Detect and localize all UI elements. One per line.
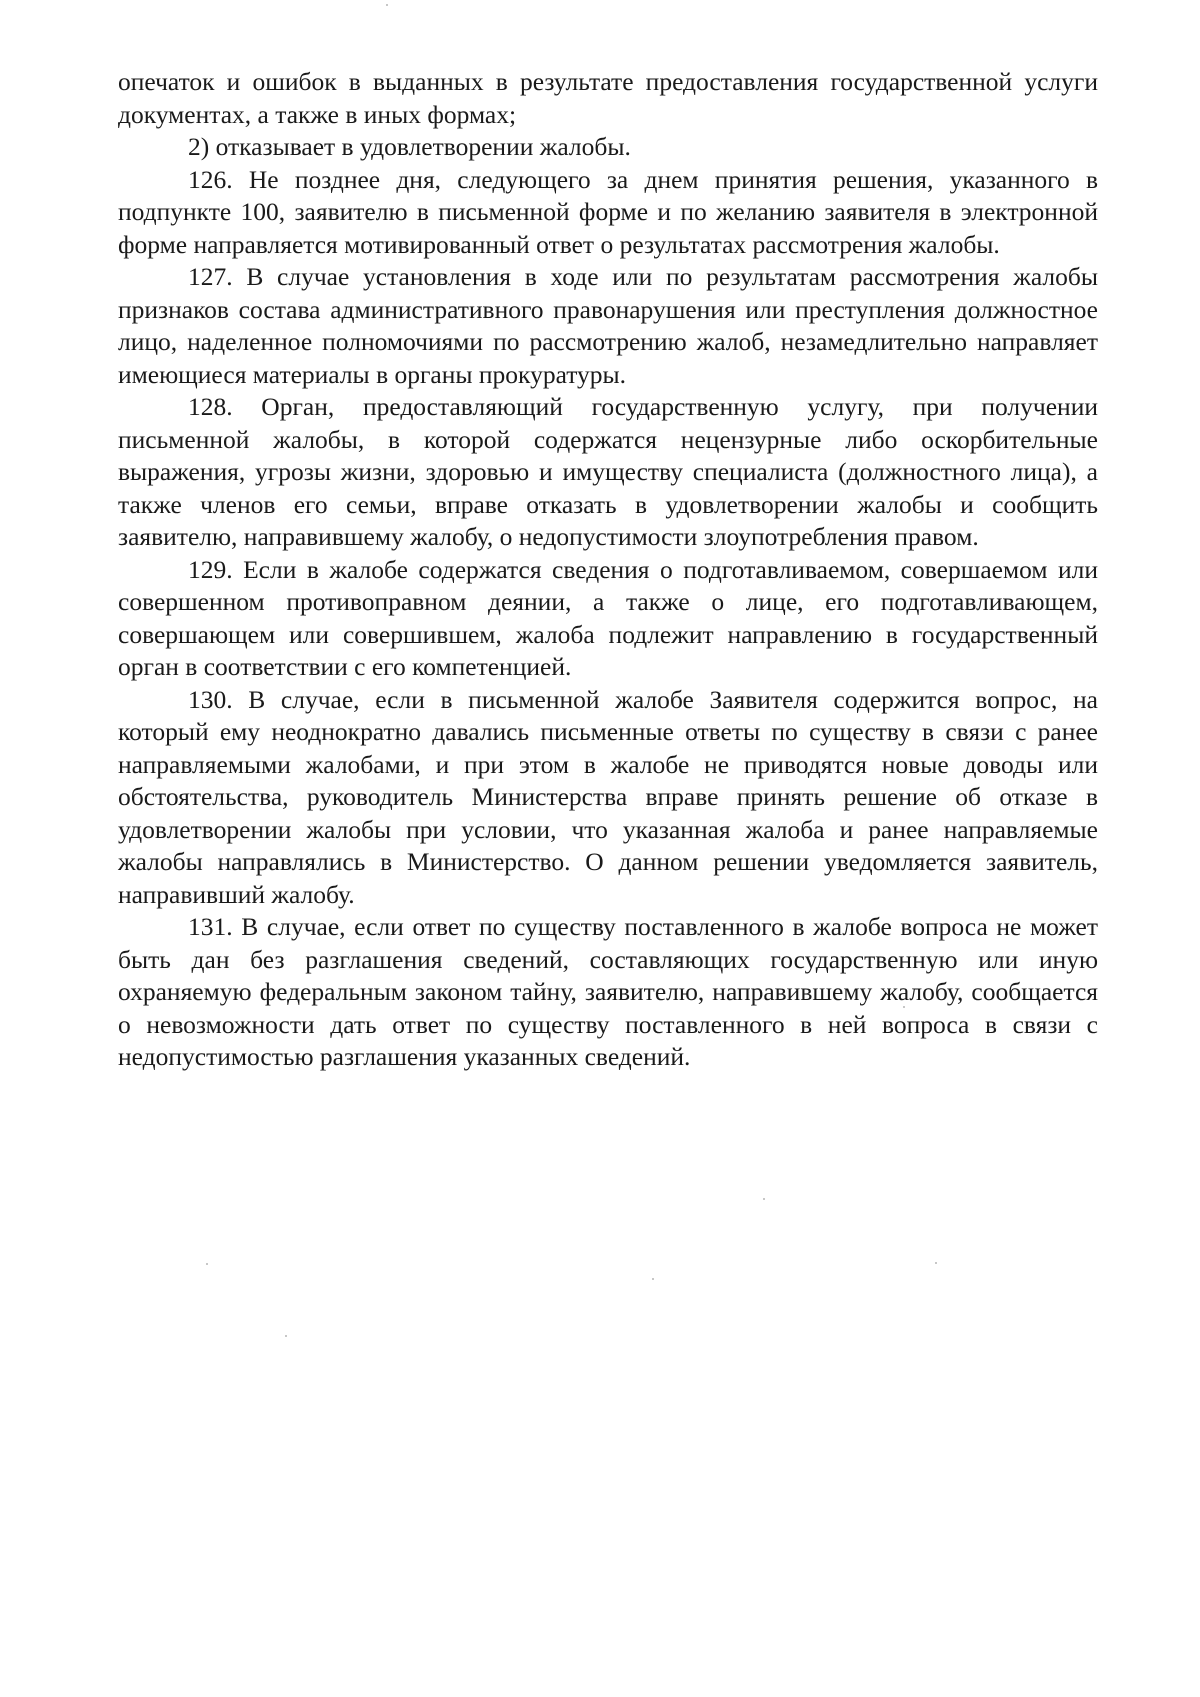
scan-speck [285, 1335, 287, 1337]
paragraph-126: 126. Не позднее дня, следующего за днем принятия решения, указанного в подпункте 100, заявителю в письменной форме и по желанию заявителя в электронной форме направляется мотивированный ответ о результатах рассмотрения жалобы. [118, 164, 1098, 259]
scan-speck [386, 4, 388, 6]
paragraph-127: 127. В случае установления в ходе или по результатам рассмотрения жалобы признаков состава административного правонарушения или преступления должностное лицо, наделенное полномочиями по рассмотрению жалоб, незамедлительно направляет имеющиеся материалы в органы прокуратуры. [118, 262, 1098, 389]
scan-speck [903, 1006, 905, 1008]
paragraph-subitem-2: 2) отказывает в удовлетворении жалобы. [188, 132, 631, 161]
scan-speck [206, 1263, 208, 1265]
document-body [118, 66, 1098, 1074]
scan-speck [652, 1278, 654, 1280]
paragraph-128: 128. Орган, предоставляющий государственную услугу, при получении письменной жалобы, в которой содержатся нецензурные либо оскорбительные выражения, угрозы жизни, здоровью и имуществу специалиста (должностного лица), а также членов его семьи, вправе отказать в удовлетворении жалобы и сообщить заявителю, направившему жалобу, о недопустимости злоупотребления правом. [118, 392, 1098, 551]
paragraph-continuation: опечаток и ошибок в выданных в результате предоставления государственной услуги документах, а также в иных формах; [118, 67, 1098, 129]
scan-speck [763, 1198, 765, 1200]
paragraph-130: 130. В случае, если в письменной жалобе Заявителя содержится вопрос, на который ему неоднократно давались письменные ответы по существу в связи с ранее направляемыми жалобами, и при этом в жалобе не приводятся новые доводы или обстоятельства, руководитель Министерства вправе принять решение об отказе в удовлетворении жалобы при условии, что указанная жалоба и ранее направляемые жалобы направлялись в Министерство. О данном решении уведомляется заявитель, направивший жалобу. [118, 684, 1098, 909]
paragraph-129: 129. Если в жалобе содержатся сведения о подготавливаемом, совершаемом или совершенном противоправном деянии, а также о лице, его подготавливающем, совершающем или совершившем, жалоба подлежит направлению в государственный орган в соответствии с его компетенцией. [118, 554, 1098, 681]
scan-speck [935, 1262, 937, 1264]
paragraph-131: 131. В случае, если ответ по существу поставленного в жалобе вопроса не может быть дан без разглашения сведений, составляющих государственную или иную охраняемую федеральным законом тайну, заявителю, направившему жалобу, сообщается о невозможности дать ответ по существу поставленного в ней вопроса в связи с недопустимостью разглашения указанных сведений. [118, 912, 1098, 1071]
